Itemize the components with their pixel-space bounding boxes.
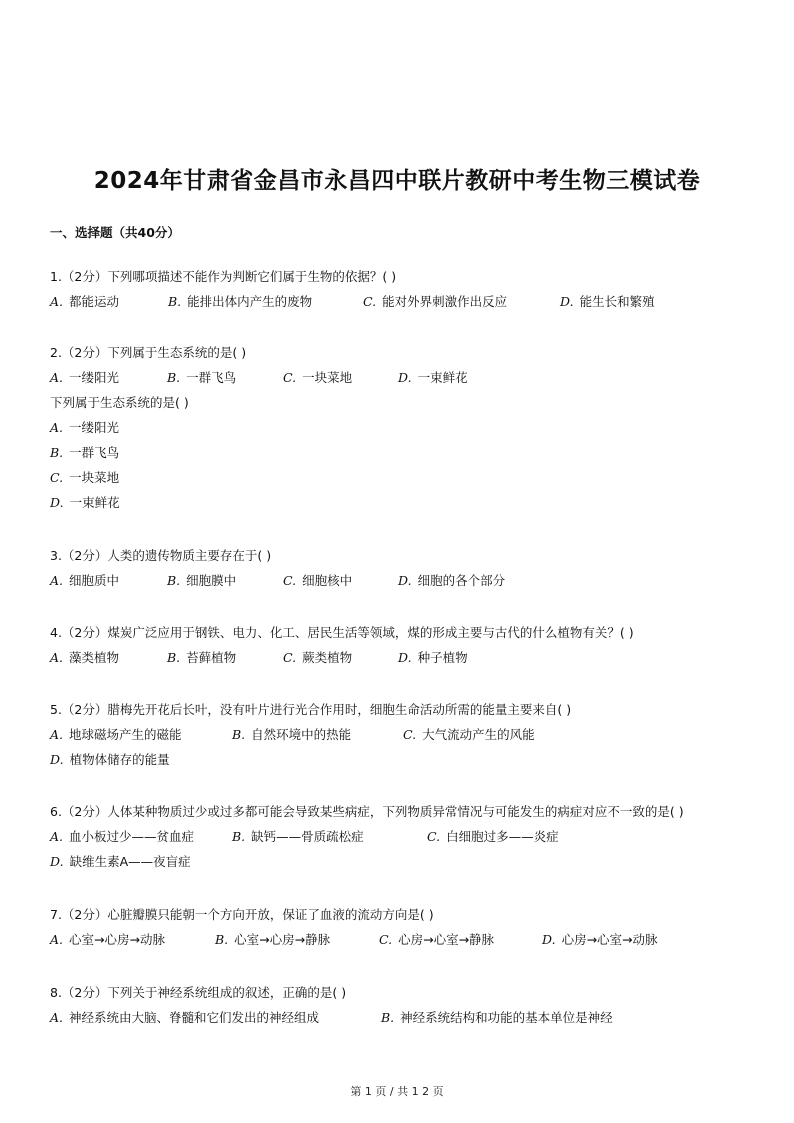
page-footer: 第 1 页 / 共 1 2 页	[350, 1085, 444, 1098]
options-row	[50, 365, 468, 390]
question-stem: 2.（2分）下列属于生态系统的是( )	[50, 345, 247, 360]
question-stem: 8.（2分）下列关于神经系统组成的叙述，正确的是( )	[50, 985, 347, 1000]
options-row	[50, 289, 655, 314]
options-row	[50, 722, 571, 747]
option-a[interactable]: A. 地球磁场产生的磁能	[50, 727, 182, 742]
option-c[interactable]: C. 一块菜地	[50, 470, 120, 485]
options-row	[50, 927, 658, 952]
option-d[interactable]: D. 心房→心室→动脉	[542, 932, 658, 947]
option-b[interactable]: B. 一群飞鸟	[167, 370, 237, 385]
option-c[interactable]: C. 白细胞过多——炎症	[427, 829, 559, 844]
option-c[interactable]: C. 细胞核中	[283, 573, 353, 588]
question-3	[50, 547, 506, 593]
option-c[interactable]: C. 蕨类植物	[283, 650, 353, 665]
question-stem: 1.（2分）下列哪项描述不能作为判断它们属于生物的依据？( )	[50, 269, 397, 284]
option-d[interactable]: D. 能生长和繁殖	[560, 294, 655, 309]
option-d[interactable]: D. 细胞的各个部分	[398, 573, 506, 588]
option-a[interactable]: A. 一缕阳光	[50, 420, 120, 435]
options-row	[50, 568, 506, 593]
option-b[interactable]: B. 缺钙——骨质疏松症	[232, 829, 364, 844]
question-stem: 3.（2分）人类的遗传物质主要存在于( )	[50, 548, 272, 563]
option-b[interactable]: B. 自然环境中的热能	[232, 727, 352, 742]
option-a[interactable]: A. 神经系统由大脑、脊髓和它们发出的神经组成	[50, 1010, 320, 1025]
option-b[interactable]: B. 神经系统结构和功能的基本单位是神经	[381, 1010, 613, 1025]
question-8	[50, 984, 613, 1030]
options-row	[50, 747, 571, 772]
question-7	[50, 906, 658, 952]
option-c[interactable]: C. 大气流动产生的风能	[403, 727, 535, 742]
option-d[interactable]: D. 一束鲜花	[50, 495, 120, 510]
option-b[interactable]: B. 细胞膜中	[167, 573, 237, 588]
option-d[interactable]: D. 植物体储存的能量	[50, 752, 170, 767]
question-4	[50, 624, 634, 670]
option-b[interactable]: B. 一群飞鸟	[50, 445, 120, 460]
options-row	[50, 849, 684, 874]
page-title: 2024年甘肃省金昌市永昌四中联片教研中考生物三模试卷	[93, 168, 701, 194]
option-b[interactable]: B. 苔藓植物	[167, 650, 237, 665]
question-2	[50, 344, 468, 515]
question-stem: 7.（2分）心脏瓣膜只能朝一个方向开放，保证了血液的流动方向是( )	[50, 907, 434, 922]
options-row	[50, 645, 634, 670]
option-c[interactable]: C. 能对外界刺激作出反应	[363, 294, 508, 309]
option-c[interactable]: C. 一块菜地	[283, 370, 353, 385]
option-a[interactable]: A. 藻类植物	[50, 650, 120, 665]
option-d[interactable]: D. 种子植物	[398, 650, 468, 665]
question-stem: 6.（2分）人体某种物质过少或过多都可能会导致某些病症，下列物质异常情况与可能发生的病症对应不一致的是( )	[50, 804, 684, 819]
repeat-stem: 下列属于生态系统的是( )	[50, 395, 189, 410]
option-a[interactable]: A. 都能运动	[50, 294, 120, 309]
option-a[interactable]: A. 血小板过少——贫血症	[50, 829, 195, 844]
option-d[interactable]: D. 一束鲜花	[398, 370, 468, 385]
question-5	[50, 701, 571, 772]
option-d[interactable]: D. 缺维生素A——夜盲症	[50, 854, 191, 869]
option-a[interactable]: A. 细胞质中	[50, 573, 120, 588]
question-stem: 4.（2分）煤炭广泛应用于钢铁、电力、化工、居民生活等领域，煤的形成主要与古代的什么植物有关？( )	[50, 625, 634, 640]
option-c[interactable]: C. 心房→心室→静脉	[379, 932, 495, 947]
question-6	[50, 803, 684, 874]
question-1	[50, 268, 655, 314]
options-row	[50, 824, 684, 849]
option-a[interactable]: A. 一缕阳光	[50, 370, 120, 385]
option-a[interactable]: A. 心室→心房→动脉	[50, 932, 165, 947]
section-heading: 一、选择题（共40分）	[50, 225, 180, 240]
question-stem: 5.（2分）腊梅先开花后长叶，没有叶片进行光合作用时，细胞生命活动所需的能量主要来自( )	[50, 702, 572, 717]
options-row	[50, 1005, 613, 1030]
option-b[interactable]: B. 心室→心房→静脉	[215, 932, 331, 947]
option-b[interactable]: B. 能排出体内产生的废物	[168, 294, 313, 309]
